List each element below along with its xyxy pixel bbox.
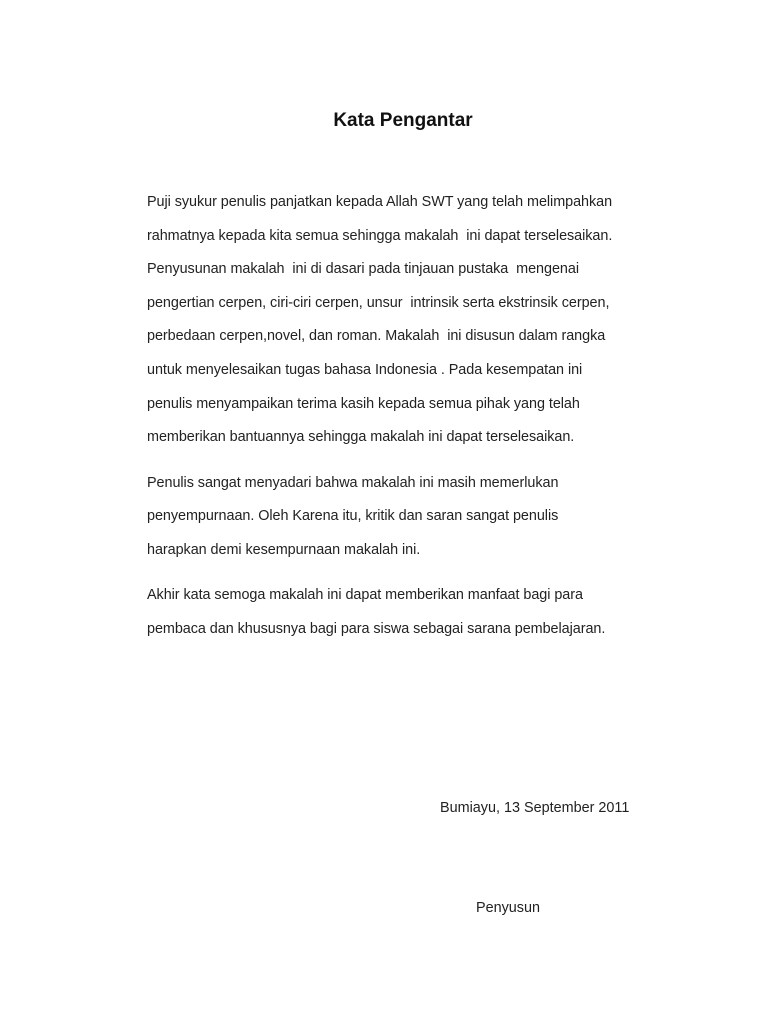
place-date: Bumiayu, 13 September 2011: [440, 800, 630, 816]
paragraph-line: pembaca dan khususnya bagi para siswa sebagai sarana pembelajaran.: [147, 621, 606, 637]
paragraph-line: rahmatnya kepada kita semua sehingga makalah ini dapat terselesaikan.: [147, 228, 613, 244]
paragraph-line: memberikan bantuannya sehingga makalah ini dapat terselesaikan.: [147, 429, 575, 445]
paragraph-line: untuk menyelesaikan tugas bahasa Indonesia . Pada kesempatan ini: [147, 362, 583, 378]
page-title: Kata Pengantar: [333, 110, 473, 131]
paragraph-line: harapkan demi kesempurnaan makalah ini.: [147, 542, 421, 558]
paragraph-line: Puji syukur penulis panjatkan kepada Allah SWT yang telah melimpahkan: [147, 194, 613, 210]
paragraph-line: Penyusunan makalah ini di dasari pada tinjauan pustaka mengenai: [147, 261, 579, 277]
paragraph-line: pengertian cerpen, ciri-ciri cerpen, unsur intrinsik serta ekstrinsik cerpen,: [147, 295, 610, 311]
paragraph-line: Penulis sangat menyadari bahwa makalah ini masih memerlukan: [147, 475, 559, 491]
paragraph-line: Akhir kata semoga makalah ini dapat memberikan manfaat bagi para: [147, 587, 583, 603]
signature-label: Penyusun: [476, 900, 541, 916]
paragraph-line: penyempurnaan. Oleh Karena itu, kritik dan saran sangat penulis: [147, 508, 559, 524]
paragraph-line: penulis menyampaikan terima kasih kepada semua pihak yang telah: [147, 396, 580, 412]
paragraph-line: perbedaan cerpen,novel, dan roman. Makalah ini disusun dalam rangka: [147, 328, 606, 344]
